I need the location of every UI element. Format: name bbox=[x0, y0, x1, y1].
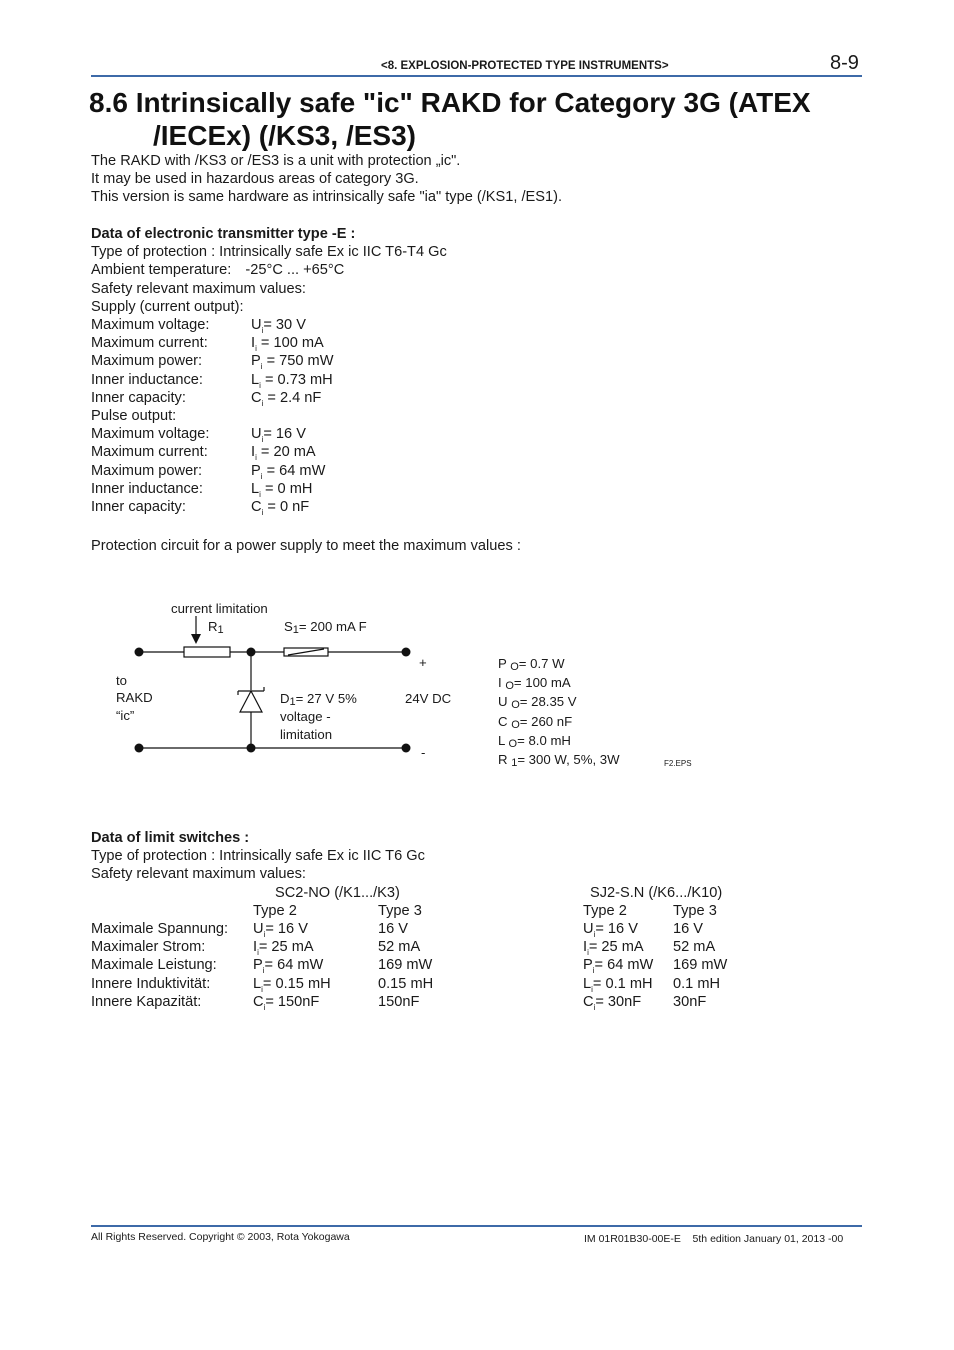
terminal bbox=[402, 744, 411, 753]
circuit-value-subscript: O bbox=[508, 737, 518, 750]
intro-paragraph bbox=[91, 152, 562, 207]
to-label: to bbox=[116, 673, 127, 688]
pulse-row bbox=[91, 425, 511, 443]
plus-label: + bbox=[419, 655, 427, 670]
circuit-value-symbol: L bbox=[498, 732, 509, 748]
terminal bbox=[135, 648, 144, 657]
minus-label: - bbox=[421, 745, 426, 760]
pulse-rows bbox=[91, 425, 511, 516]
limit-value: 0.15 mH bbox=[378, 975, 434, 992]
supply-label: Inner inductance: bbox=[91, 371, 203, 388]
supply-label: Maximum current: bbox=[91, 335, 208, 352]
g2-type3: Type 3 bbox=[673, 903, 717, 919]
fuse-line bbox=[288, 649, 324, 655]
supply-row bbox=[91, 334, 511, 352]
limit-row-cell bbox=[673, 975, 720, 993]
supply-heading: Supply (current output): bbox=[91, 298, 244, 315]
limit-value: 169 mW bbox=[378, 957, 433, 974]
pulse-symbol: I bbox=[251, 444, 256, 461]
pulse-number: = 0 mH bbox=[260, 480, 313, 497]
limit-symbol: C bbox=[583, 993, 594, 1010]
circuit-value-row bbox=[498, 693, 620, 712]
page-number: 8-9 bbox=[830, 52, 859, 74]
limit-value: = 150nF bbox=[265, 993, 320, 1010]
limit-subscript: i bbox=[591, 984, 593, 994]
circuit-value-symbol: U bbox=[498, 694, 512, 710]
junction bbox=[247, 744, 256, 753]
d1-sub: 1 bbox=[289, 696, 296, 708]
limit-row-cell bbox=[378, 975, 433, 993]
rakd-label: RAKD bbox=[116, 690, 153, 705]
limit-symbol: U bbox=[583, 921, 594, 937]
limit-row-cell bbox=[583, 993, 641, 1013]
safety-heading: Safety relevant maximum values: bbox=[91, 280, 306, 297]
circuit-value-symbol: R bbox=[498, 752, 512, 768]
footer-doc: IM 01R01B30-00E-E 5th edition January 01, 2013 -00 bbox=[584, 1233, 844, 1245]
circuit-value-subscript: O bbox=[505, 680, 514, 693]
limit-row-cell bbox=[253, 920, 308, 940]
limit-symbol: P bbox=[253, 957, 263, 974]
supply-value bbox=[251, 389, 321, 409]
circuit-value-number: = 260 nF bbox=[519, 713, 573, 729]
pulse-row bbox=[91, 498, 511, 516]
circuit-value-symbol: C bbox=[498, 713, 512, 729]
limit-subscript: i bbox=[263, 1002, 266, 1012]
limit-subscript: i bbox=[262, 966, 265, 976]
limit-switches-section bbox=[91, 829, 425, 884]
page-title-line2: /IECEx) (/KS3, /ES3) bbox=[153, 120, 416, 151]
limit-subscript: i bbox=[593, 930, 596, 939]
page-title-line1: 8.6 Intrinsically safe "ic" RAKD for Category 3G (ATEX bbox=[89, 87, 811, 118]
pulse-label: Inner capacity: bbox=[91, 498, 186, 515]
limit-subscript: i bbox=[592, 966, 595, 976]
pulse-value bbox=[251, 462, 325, 482]
pulse-label: Maximum voltage: bbox=[91, 426, 210, 443]
limit-row-cell bbox=[583, 975, 653, 995]
circuit-value-row bbox=[498, 655, 620, 674]
limit-switches-heading: Data of limit switches : bbox=[91, 830, 250, 846]
r1-sym: R bbox=[208, 619, 218, 634]
supply-value bbox=[251, 352, 333, 372]
pulse-row bbox=[91, 462, 511, 480]
limit-row-cell bbox=[253, 975, 331, 995]
pulse-number: = 20 mA bbox=[256, 444, 316, 461]
circuit-value-number: = 0.7 W bbox=[518, 656, 565, 671]
s1-label bbox=[284, 619, 367, 634]
limit-row-cell bbox=[673, 956, 727, 974]
limit-row-cell bbox=[378, 993, 419, 1011]
supply-symbol: U bbox=[251, 317, 262, 334]
circuit-value-number: = 28.35 V bbox=[519, 694, 577, 710]
supply-number: = 0.73 mH bbox=[260, 371, 333, 388]
limit-value: = 16 V bbox=[595, 921, 638, 937]
pulse-label: Maximum current: bbox=[91, 444, 208, 461]
circuit-value-row bbox=[498, 713, 620, 732]
supply-label: Maximum voltage: bbox=[91, 317, 210, 334]
supply-subscript: i bbox=[261, 398, 264, 408]
limitation-label: limitation bbox=[280, 727, 333, 742]
s1-sub: 1 bbox=[292, 624, 299, 636]
limit-value: = 30nF bbox=[595, 993, 642, 1010]
limit-value: 16 V bbox=[378, 921, 409, 937]
pulse-row bbox=[91, 443, 511, 461]
limit-value: = 0.15 mH bbox=[262, 975, 331, 992]
pulse-symbol: P bbox=[251, 462, 261, 479]
supply-row bbox=[91, 371, 511, 389]
zener-diode-d1 bbox=[240, 691, 262, 712]
limit-row-label: Innere Kapazität: bbox=[91, 993, 202, 1010]
supply-label: Inner capacity: bbox=[91, 389, 186, 406]
footer-copyright: All Rights Reserved. Copyright © 2003, Rota Yokogawa bbox=[91, 1231, 350, 1243]
circuit-value-row bbox=[498, 751, 620, 770]
limit-subscript: i bbox=[261, 984, 263, 994]
limit-row-cell bbox=[378, 938, 420, 956]
limit-subscript: i bbox=[593, 1002, 596, 1012]
limit-row-label: Maximaler Strom: bbox=[91, 939, 206, 956]
pulse-value bbox=[251, 425, 306, 445]
limit-value: = 16 V bbox=[265, 921, 308, 937]
supply-row bbox=[91, 389, 511, 407]
supply-row bbox=[91, 352, 511, 370]
circuit-value-subscript: O bbox=[510, 661, 519, 673]
limit-row-cell bbox=[253, 938, 314, 958]
limit-symbol: U bbox=[253, 921, 264, 937]
limit-row-cell bbox=[253, 956, 323, 976]
r1-sub: 1 bbox=[217, 624, 224, 636]
circuit-value-subscript: O bbox=[511, 718, 520, 731]
terminal bbox=[402, 648, 411, 657]
supply-rows bbox=[91, 316, 511, 407]
group1-heading: SC2-NO (/K1.../K3) bbox=[275, 885, 400, 901]
d1-label bbox=[280, 691, 357, 706]
voltage-limit-label: voltage - bbox=[280, 709, 331, 724]
ic-label: “ic” bbox=[116, 708, 135, 723]
supply-value bbox=[251, 334, 324, 354]
d1-value: = 27 V 5% bbox=[295, 691, 357, 706]
circuit-value-subscript: O bbox=[511, 699, 520, 712]
supply-label: Maximum power: bbox=[91, 353, 203, 370]
limit-row-cell bbox=[378, 920, 408, 938]
limit-symbol: C bbox=[253, 993, 264, 1010]
header-section: <8. EXPLOSION-PROTECTED TYPE INSTRUMENTS> bbox=[381, 60, 669, 72]
limit-row-label: Innere Induktivität: bbox=[91, 975, 211, 992]
pulse-number: = 16 V bbox=[263, 426, 306, 443]
limit-value: 169 mW bbox=[673, 957, 728, 974]
g1-type3: Type 3 bbox=[378, 903, 422, 919]
transmitter-section bbox=[91, 225, 511, 516]
supply-number: = 100 mA bbox=[256, 335, 324, 352]
ambient-value: -25°C ... +65°C bbox=[245, 262, 345, 279]
circuit-value-number: = 100 mA bbox=[513, 675, 571, 691]
supply-symbol: I bbox=[251, 335, 256, 352]
s1-value: = 200 mA F bbox=[298, 619, 367, 634]
limit-value: 16 V bbox=[673, 921, 704, 937]
pulse-value bbox=[251, 443, 316, 463]
limit-subscript: i bbox=[257, 948, 259, 958]
pulse-symbol: L bbox=[251, 480, 260, 497]
limit-row-cell bbox=[583, 920, 638, 940]
g1-type2: Type 2 bbox=[253, 903, 297, 919]
pulse-subscript: i bbox=[260, 471, 263, 481]
limit-subscript: i bbox=[263, 930, 266, 939]
supply-symbol: C bbox=[251, 389, 262, 406]
circuit-value-symbol: I bbox=[498, 675, 506, 691]
junction bbox=[247, 648, 256, 657]
circuit-values bbox=[498, 655, 620, 770]
limit-symbol: I bbox=[253, 939, 258, 956]
pulse-row bbox=[91, 480, 511, 498]
supply-value bbox=[251, 371, 333, 391]
protection-circuit-text: Protection circuit for a power supply to meet the maximum values : bbox=[91, 538, 521, 554]
limit-symbol: L bbox=[583, 975, 592, 992]
supply-symbol: L bbox=[251, 371, 260, 388]
pulse-value bbox=[251, 480, 312, 500]
footer-rule bbox=[91, 1225, 862, 1227]
pulse-subscript: i bbox=[259, 489, 261, 499]
circuit-value-subscript: 1 bbox=[511, 757, 518, 770]
limit-row-cell bbox=[378, 956, 432, 974]
limit-row-cell bbox=[673, 920, 703, 938]
pulse-symbol: C bbox=[251, 498, 262, 515]
limit-value: 52 mA bbox=[673, 939, 716, 956]
supply-number: = 30 V bbox=[263, 317, 306, 334]
limit-value: = 25 mA bbox=[588, 939, 644, 956]
g2-type2: Type 2 bbox=[583, 903, 627, 919]
circuit-value-number: = 8.0 mH bbox=[517, 732, 571, 748]
pulse-subscript: i bbox=[261, 435, 264, 445]
supply-subscript: i bbox=[255, 344, 257, 354]
pulse-heading: Pulse output: bbox=[91, 407, 177, 424]
pulse-label: Inner inductance: bbox=[91, 480, 203, 497]
supply-value bbox=[251, 316, 306, 336]
limit-symbol: P bbox=[583, 957, 593, 974]
eps-label: F2.EPS bbox=[664, 759, 692, 768]
limit-switches-safety: Safety relevant maximum values: bbox=[91, 866, 306, 883]
group2-heading: SJ2-S.N (/K6.../K10) bbox=[590, 885, 723, 901]
r1-label bbox=[208, 619, 224, 634]
pulse-subscript: i bbox=[261, 507, 264, 517]
limit-value: = 0.1 mH bbox=[592, 975, 653, 992]
supply-row bbox=[91, 316, 511, 334]
circuit-value-symbol: P bbox=[498, 656, 511, 671]
terminal bbox=[135, 744, 144, 753]
supply-number: = 2.4 nF bbox=[263, 389, 322, 406]
pulse-number: = 64 mW bbox=[262, 462, 326, 479]
limit-row-label: Maximale Spannung: bbox=[91, 921, 229, 937]
limit-row-cell bbox=[583, 938, 644, 958]
s1-sym: S bbox=[284, 619, 293, 634]
limit-row-cell bbox=[253, 993, 319, 1013]
pulse-number: = 0 nF bbox=[263, 498, 310, 515]
limit-symbol: L bbox=[253, 975, 262, 992]
pulse-symbol: U bbox=[251, 426, 262, 443]
limit-value: = 64 mW bbox=[594, 957, 654, 974]
intro-line: This version is same hardware as intrinsically safe "ia" type (/KS1, /ES1). bbox=[91, 189, 563, 206]
circuit-value-row bbox=[498, 732, 620, 751]
intro-line: It may be used in hazardous areas of category 3G. bbox=[91, 171, 419, 188]
limit-subscript: i bbox=[587, 948, 589, 958]
supply-symbol: P bbox=[251, 353, 261, 370]
resistor-r1 bbox=[184, 647, 230, 657]
ambient-label: Ambient temperature: bbox=[91, 262, 232, 279]
supply-24v-label: 24V DC bbox=[405, 691, 452, 706]
limit-row-cell bbox=[583, 956, 653, 976]
intro-line: The RAKD with /KS3 or /ES3 is a unit with protection „ic". bbox=[91, 153, 461, 169]
header-rule bbox=[91, 75, 862, 77]
pulse-value bbox=[251, 498, 309, 518]
circuit-value-row bbox=[498, 674, 620, 693]
limit-value: = 25 mA bbox=[258, 939, 314, 956]
transmitter-heading: Data of electronic transmitter type -E : bbox=[91, 226, 356, 242]
current-limitation-label: current limitation bbox=[171, 601, 268, 616]
supply-subscript: i bbox=[261, 326, 264, 336]
limit-value: 30nF bbox=[673, 993, 707, 1010]
limit-value: 150nF bbox=[378, 993, 420, 1010]
arrow-head bbox=[191, 634, 201, 644]
limit-value: = 64 mW bbox=[264, 957, 324, 974]
transmitter-protection: Type of protection : Intrinsically safe Ex ic IIC T6-T4 Gc bbox=[91, 244, 447, 261]
supply-subscript: i bbox=[260, 362, 263, 372]
supply-subscript: i bbox=[259, 380, 261, 390]
ambient-row bbox=[91, 261, 511, 279]
limit-value: 0.1 mH bbox=[673, 975, 721, 992]
supply-number: = 750 mW bbox=[262, 353, 334, 370]
limit-row-label: Maximale Leistung: bbox=[91, 957, 217, 974]
limit-symbol: I bbox=[583, 939, 588, 956]
pulse-label: Maximum power: bbox=[91, 462, 203, 479]
pulse-subscript: i bbox=[255, 453, 257, 463]
d1-sym: D bbox=[280, 691, 290, 706]
circuit-value-number: = 300 W, 5%, 3W bbox=[517, 752, 620, 768]
limit-row-cell bbox=[673, 938, 715, 956]
limit-row-cell bbox=[673, 993, 706, 1011]
limit-switches-protection: Type of protection : Intrinsically safe Ex ic IIC T6 Gc bbox=[91, 848, 425, 865]
limit-value: 52 mA bbox=[378, 939, 421, 956]
